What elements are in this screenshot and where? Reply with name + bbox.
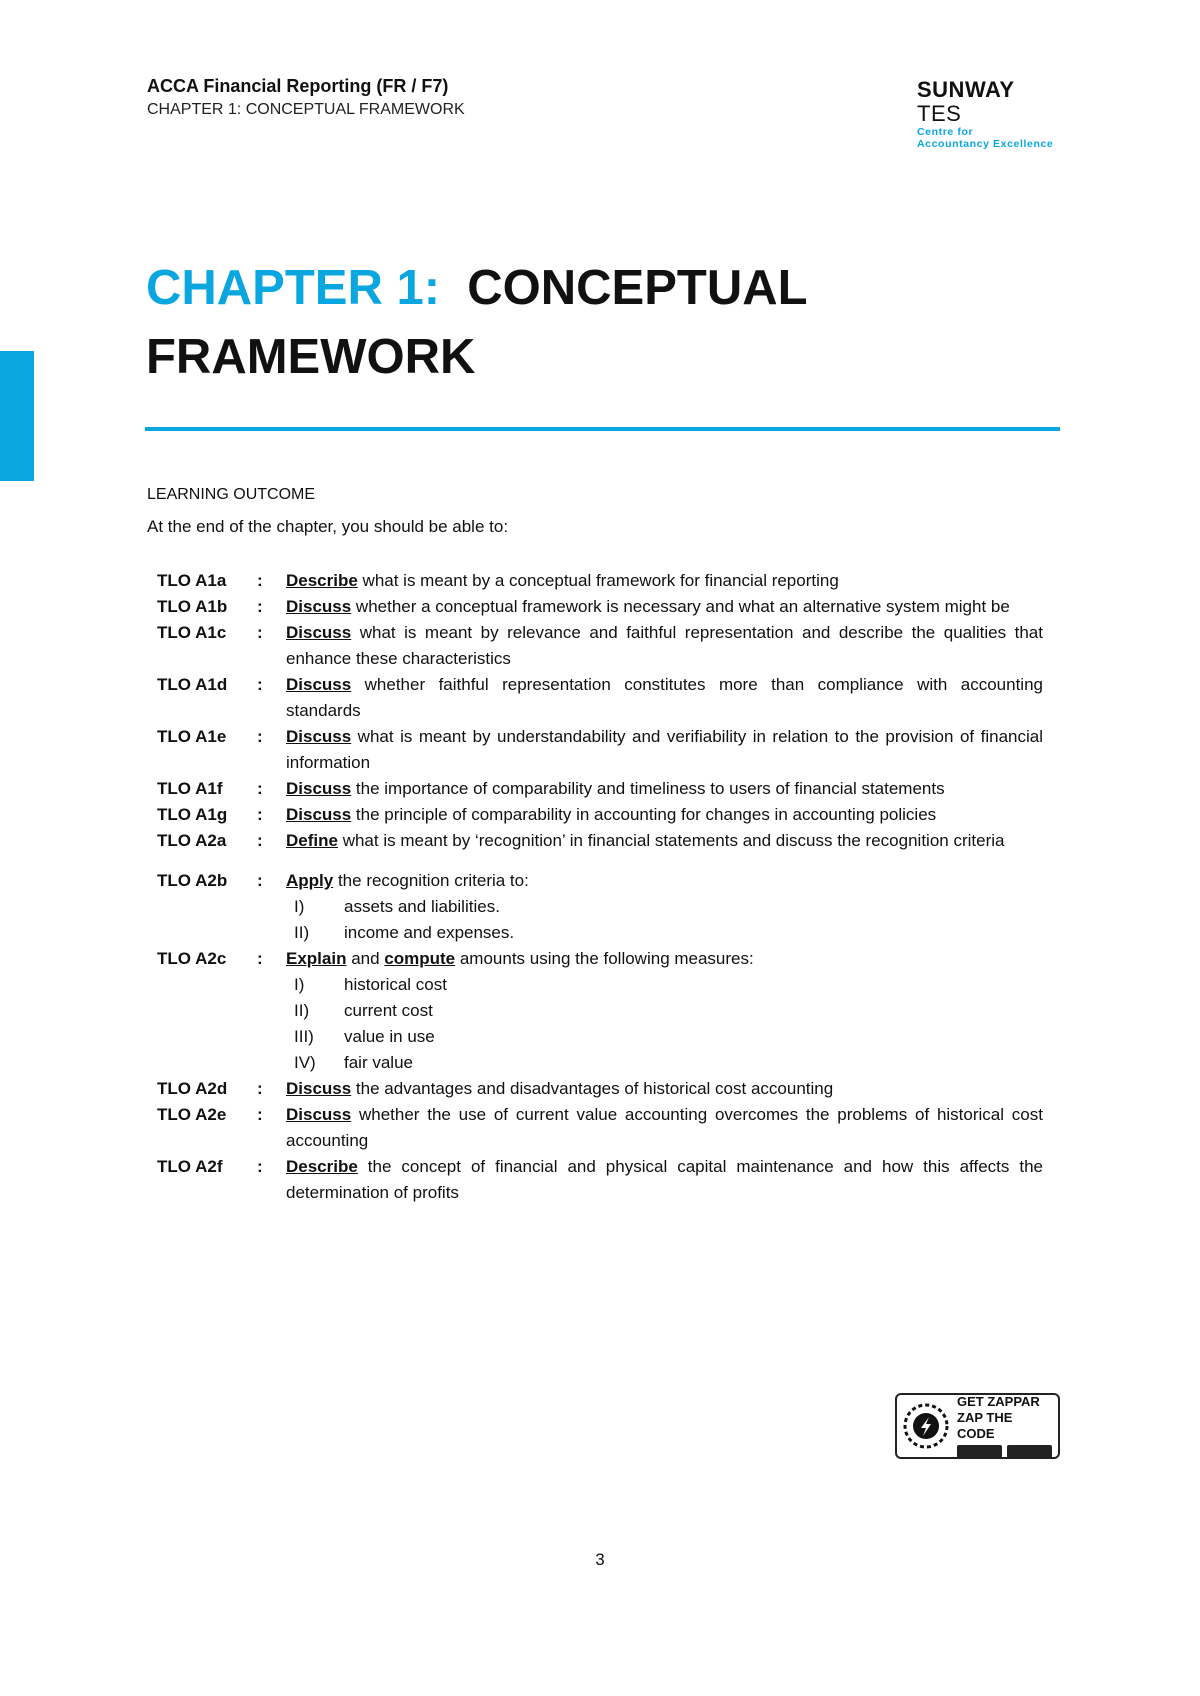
brand-tagline-1: Centre for bbox=[917, 126, 974, 138]
tlo-code: TLO A2c bbox=[157, 949, 227, 968]
tlo-separator: : bbox=[257, 675, 263, 694]
tlo-verb: Explain bbox=[286, 949, 347, 968]
tlo-row bbox=[157, 724, 1043, 776]
tlo-row bbox=[157, 1102, 1043, 1154]
sub-item-text: assets and liabilities. bbox=[344, 897, 500, 916]
tlo-description bbox=[286, 724, 1043, 776]
tlo-row bbox=[157, 568, 1043, 594]
tlo-verb: Discuss bbox=[286, 675, 352, 694]
zappar-code-icon bbox=[903, 1403, 949, 1449]
tlo-separator: : bbox=[257, 831, 263, 850]
tlo-text: whether the use of current value accounting overcomes the problems of historical cost accounting bbox=[286, 1105, 1043, 1150]
learning-intro: At the end of the chapter, you should be able to: bbox=[147, 517, 509, 536]
tlo-code: TLO A2f bbox=[157, 1157, 223, 1176]
brand-name-bold: SUNWAY bbox=[917, 77, 1015, 102]
zappar-line-1: GET ZAPPAR bbox=[957, 1394, 1040, 1409]
store-badges bbox=[957, 1445, 1052, 1458]
tlo-text: the principle of comparability in accounting for changes in accounting policies bbox=[351, 805, 937, 824]
tlo-text: what is meant by a conceptual framework for financial reporting bbox=[357, 571, 839, 590]
tlo-description bbox=[286, 1154, 1043, 1206]
sub-item-number: II) bbox=[294, 923, 310, 942]
app-store-badge-icon[interactable] bbox=[957, 1445, 1002, 1458]
tlo-code: TLO A1a bbox=[157, 571, 227, 590]
tlo-description bbox=[286, 1102, 1043, 1154]
tlo-code: TLO A1e bbox=[157, 727, 227, 746]
chapter-side-tab bbox=[0, 351, 34, 481]
tlo-separator: : bbox=[257, 1157, 263, 1176]
learning-outcomes-table bbox=[157, 568, 1043, 1206]
tlo-description bbox=[286, 568, 1043, 594]
tlo-verb: Describe bbox=[286, 571, 358, 590]
tlo-sub-item bbox=[286, 920, 1043, 946]
chapter-prefix: CHAPTER 1: bbox=[146, 261, 441, 315]
tlo-code: TLO A2b bbox=[157, 871, 228, 890]
google-play-badge-icon[interactable] bbox=[1007, 1445, 1052, 1458]
tlo-text: the concept of financial and physical capital maintenance and how this affects the determination of profits bbox=[286, 1157, 1043, 1202]
sub-item-number: IV) bbox=[294, 1053, 316, 1072]
sub-item-text: income and expenses. bbox=[344, 923, 515, 942]
course-title: ACCA Financial Reporting (FR / F7) bbox=[147, 76, 449, 96]
tlo-code: TLO A1d bbox=[157, 675, 228, 694]
tlo-sub-item bbox=[286, 1050, 1043, 1076]
tlo-code: TLO A2e bbox=[157, 1105, 227, 1124]
tlo-description bbox=[286, 828, 1043, 854]
chapter-title-line2: FRAMEWORK bbox=[146, 330, 476, 384]
tlo-row bbox=[157, 828, 1043, 854]
sub-item-text: fair value bbox=[344, 1053, 413, 1072]
tlo-text-joiner: and bbox=[346, 949, 385, 968]
sub-item-number: I) bbox=[294, 897, 305, 916]
tlo-description bbox=[286, 672, 1043, 724]
tlo-description bbox=[286, 620, 1043, 672]
tlo-row bbox=[157, 1154, 1043, 1206]
tlo-description bbox=[286, 946, 1043, 1076]
sub-item-number: I) bbox=[294, 975, 305, 994]
sub-item-text: historical cost bbox=[344, 975, 447, 994]
tlo-code: TLO A2a bbox=[157, 831, 227, 850]
tlo-row bbox=[157, 802, 1043, 828]
running-chapter-title: CHAPTER 1: CONCEPTUAL FRAMEWORK bbox=[147, 101, 465, 118]
tlo-sub-item bbox=[286, 1024, 1043, 1050]
tlo-text: what is meant by understandability and verifiability in relation to the provision of financial information bbox=[286, 727, 1043, 772]
tlo-sub-item bbox=[286, 894, 1043, 920]
tlo-separator: : bbox=[257, 571, 263, 590]
learning-outcome-heading: LEARNING OUTCOME bbox=[147, 486, 316, 503]
heading-divider bbox=[145, 427, 1060, 431]
tlo-code: TLO A1f bbox=[157, 779, 223, 798]
tlo-code: TLO A2d bbox=[157, 1079, 228, 1098]
tlo-row bbox=[157, 594, 1043, 620]
sub-item-text: current cost bbox=[344, 1001, 433, 1020]
tlo-separator: : bbox=[257, 779, 263, 798]
tlo-separator: : bbox=[257, 727, 263, 746]
tlo-separator: : bbox=[257, 597, 263, 616]
tlo-row bbox=[157, 868, 1043, 946]
brand-tagline-2: Accountancy Excellence bbox=[917, 138, 1054, 150]
tlo-verb: Discuss bbox=[286, 623, 352, 642]
tlo-text: the recognition criteria to: bbox=[333, 871, 529, 890]
page-number: 3 bbox=[595, 1550, 605, 1569]
tlo-description bbox=[286, 868, 1043, 946]
tlo-text: whether faithful representation constitutes more than compliance with accounting standards bbox=[286, 675, 1043, 720]
chapter-title-line1: CONCEPTUAL bbox=[467, 261, 808, 315]
sub-item-text: value in use bbox=[344, 1027, 435, 1046]
tlo-verb: Discuss bbox=[286, 597, 352, 616]
tlo-code: TLO A1c bbox=[157, 623, 227, 642]
tlo-separator: : bbox=[257, 805, 263, 824]
zappar-line-2: ZAP THE CODE bbox=[957, 1410, 1013, 1441]
tlo-text: amounts using the following measures: bbox=[455, 949, 754, 968]
brand-name-light: TES bbox=[917, 101, 962, 126]
tlo-text: the advantages and disadvantages of historical cost accounting bbox=[351, 1079, 834, 1098]
tlo-verb-2: compute bbox=[384, 949, 456, 968]
tlo-sub-item bbox=[286, 998, 1043, 1024]
tlo-verb: Describe bbox=[286, 1157, 358, 1176]
tlo-row bbox=[157, 620, 1043, 672]
tlo-lead bbox=[286, 946, 1043, 972]
tlo-separator: : bbox=[257, 949, 263, 968]
tlo-verb: Discuss bbox=[286, 1105, 352, 1124]
tlo-separator: : bbox=[257, 871, 263, 890]
sub-item-number: III) bbox=[294, 1027, 314, 1046]
tlo-description bbox=[286, 594, 1043, 620]
brand-name bbox=[917, 78, 1057, 126]
tlo-verb: Apply bbox=[286, 871, 334, 890]
tlo-verb: Define bbox=[286, 831, 338, 850]
tlo-text: whether a conceptual framework is necessary and what an alternative system might be bbox=[351, 597, 1010, 616]
tlo-row bbox=[157, 672, 1043, 724]
tlo-code: TLO A1g bbox=[157, 805, 228, 824]
tlo-verb: Discuss bbox=[286, 805, 352, 824]
tlo-lead bbox=[286, 868, 1043, 894]
brand-logo bbox=[917, 78, 1057, 150]
tlo-text: what is meant by ‘recognition’ in financial statements and discuss the recognition criteria bbox=[337, 831, 1005, 850]
tlo-description bbox=[286, 1076, 1043, 1102]
tlo-code: TLO A1b bbox=[157, 597, 228, 616]
tlo-row bbox=[157, 946, 1043, 1076]
tlo-separator: : bbox=[257, 1079, 263, 1098]
tlo-verb: Discuss bbox=[286, 779, 352, 798]
tlo-separator: : bbox=[257, 1105, 263, 1124]
zappar-text bbox=[957, 1394, 1052, 1458]
running-header bbox=[147, 74, 465, 122]
tlo-sub-item bbox=[286, 972, 1043, 998]
tlo-text: what is meant by relevance and faithful representation and describe the qualities that enhance these characteristics bbox=[286, 623, 1043, 668]
zappar-badge[interactable] bbox=[895, 1393, 1060, 1459]
tlo-row bbox=[157, 776, 1043, 802]
chapter-heading bbox=[146, 254, 1046, 392]
tlo-row bbox=[157, 1076, 1043, 1102]
tlo-text: the importance of comparability and timeliness to users of financial statements bbox=[351, 779, 945, 798]
tlo-separator: : bbox=[257, 623, 263, 642]
tlo-verb: Discuss bbox=[286, 1079, 352, 1098]
tlo-description bbox=[286, 802, 1043, 828]
tlo-verb: Discuss bbox=[286, 727, 352, 746]
sub-item-number: II) bbox=[294, 1001, 310, 1020]
tlo-description bbox=[286, 776, 1043, 802]
